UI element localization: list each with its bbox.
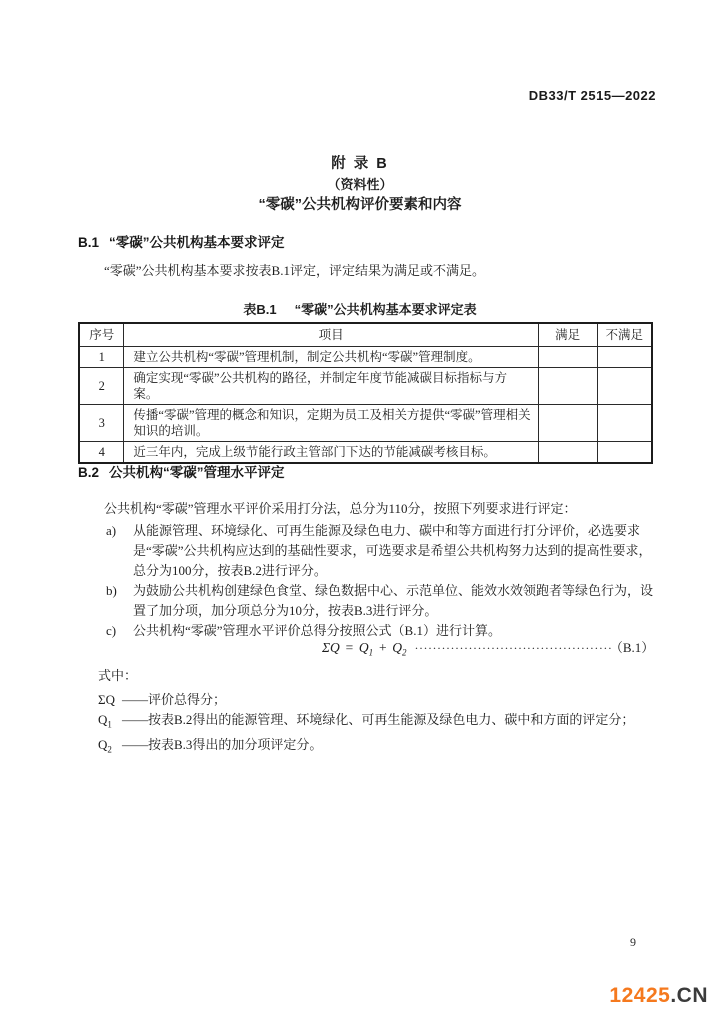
section-b2-number: B.2	[78, 465, 100, 480]
table-row	[79, 367, 652, 404]
col-header-meet: 满足	[538, 323, 597, 346]
section-b2-list	[106, 521, 662, 641]
section-b1-number: B.1	[78, 235, 100, 250]
row-no-cell: 4	[79, 441, 124, 463]
row-item-cell: 建立公共机构“零碳”管理机制，制定公共机构“零碳”管理制度。	[124, 346, 538, 367]
table-row	[79, 346, 652, 367]
watermark-main: 12425	[609, 984, 671, 1007]
list-item-label: c)	[106, 623, 117, 638]
row-meet-cell	[538, 367, 597, 404]
watermark-logo	[609, 984, 708, 1008]
formula-b1	[322, 637, 654, 658]
table-b1-caption-title: “零碳”公共机构基本要求评定表	[294, 302, 477, 317]
col-header-item: 项目	[124, 323, 538, 346]
table-row	[79, 441, 652, 463]
formula-q1-sub: 1	[368, 647, 374, 658]
appendix-type: （资料性）	[327, 177, 393, 192]
formula-q2: Q	[392, 640, 403, 655]
watermark-suffix: .CN	[670, 984, 708, 1007]
where-term	[98, 710, 658, 735]
section-b2-heading	[78, 461, 285, 481]
col-header-not-meet: 不满足	[597, 323, 652, 346]
row-not-meet-cell	[597, 404, 652, 441]
row-no-cell: 1	[79, 346, 124, 367]
list-item-text: 为鼓励公共机构创建绿色食堂、绿色数据中心、示范单位、能效水效领跑者等绿色行为，设置了加分项，加分项总分为10分，按表B.3进行评分。	[133, 583, 654, 618]
formula-q2-sub: 2	[402, 647, 407, 658]
where-term	[98, 735, 658, 760]
table-row	[79, 404, 652, 441]
col-header-no: 序号	[79, 323, 124, 346]
formula-number: （B.1）	[616, 640, 655, 655]
where-term-symbol: $Q_1$	[98, 711, 112, 730]
list-item	[106, 581, 662, 621]
formula-plus: +	[378, 640, 388, 655]
section-b2-intro: 公共机构“零碳”管理水平评价采用打分法，总分为110分，按照下列要求进行评定：	[104, 501, 577, 516]
section-b1-title: “零碳”公共机构基本要求评定	[109, 235, 285, 250]
formula-where-block	[98, 666, 658, 760]
list-item-text: 公共机构“零碳”管理水平评价总得分按照公式（B.1）进行计算。	[133, 623, 501, 638]
row-item-cell: 确定实现“零碳”公共机构的路径，并制定年度节能减碳目标指标与方案。	[124, 367, 538, 404]
row-no-cell: 2	[79, 367, 124, 404]
formula-equals: =	[344, 640, 354, 655]
where-term-description: ——评价总得分；	[122, 692, 227, 707]
list-item-label: b)	[106, 583, 117, 598]
where-term-description: ——按表B.3得出的加分项评定分。	[122, 736, 323, 752]
formula-dotted-leader: ············································	[414, 641, 613, 655]
row-meet-cell	[538, 404, 597, 441]
list-item-text: 从能源管理、环境绿化、可再生能源及绿色电力、碳中和等方面进行打分评价，必选要求是“零碳”公共机构应达到的基础性要求，可选要求是希望公共机构努力达到的提高性要求，总分为100分，按表B.2进行评分。	[133, 523, 652, 578]
standard-code: DB33/T 2515—2022	[528, 88, 656, 103]
row-meet-cell	[538, 441, 597, 463]
where-term-subscript: 1	[107, 719, 112, 730]
appendix-title-block	[0, 154, 720, 216]
where-term-subscript: 2	[107, 744, 112, 755]
where-terms	[98, 690, 658, 760]
row-not-meet-cell	[597, 367, 652, 404]
table-b1-body	[79, 346, 652, 463]
where-label: 式中：	[98, 668, 138, 683]
formula-q1: Q	[358, 640, 369, 655]
where-term	[98, 690, 658, 710]
table-b1-caption-label: 表B.1	[243, 302, 277, 317]
formula-lhs: ΣQ	[322, 640, 340, 655]
row-item-cell: 近三年内，完成上级节能行政主管部门下达的节能减碳考核目标。	[124, 441, 538, 463]
table-b1	[78, 322, 653, 464]
row-not-meet-cell	[597, 441, 652, 463]
where-term-description: ——按表B.2得出的能源管理、环境绿化、可再生能源及绿色电力、碳中和方面的评定分；	[122, 711, 635, 727]
row-not-meet-cell	[597, 346, 652, 367]
table-b1-caption	[0, 299, 720, 318]
section-b2-title: 公共机构“零碳”管理水平评定	[109, 465, 285, 480]
table-b1-header-row	[79, 323, 652, 346]
section-b1-heading	[78, 231, 285, 251]
appendix-label: 附 录 B	[331, 156, 389, 172]
where-term-symbol: $Q_2$	[98, 736, 112, 755]
where-term-symbol: ΣQ	[98, 692, 115, 707]
appendix-heading: “零碳”公共机构评价要素和内容	[258, 197, 462, 213]
page-number: 9	[630, 935, 636, 949]
section-b1-intro: “零碳”公共机构基本要求按表B.1评定，评定结果为满足或不满足。	[104, 263, 485, 278]
row-item-cell: 传播“零碳”管理的概念和知识，定期为员工及相关方提供“零碳”管理相关知识的培训。	[124, 404, 538, 441]
list-item-label: a)	[106, 523, 117, 538]
row-no-cell: 3	[79, 404, 124, 441]
row-meet-cell	[538, 346, 597, 367]
list-item	[106, 521, 662, 581]
